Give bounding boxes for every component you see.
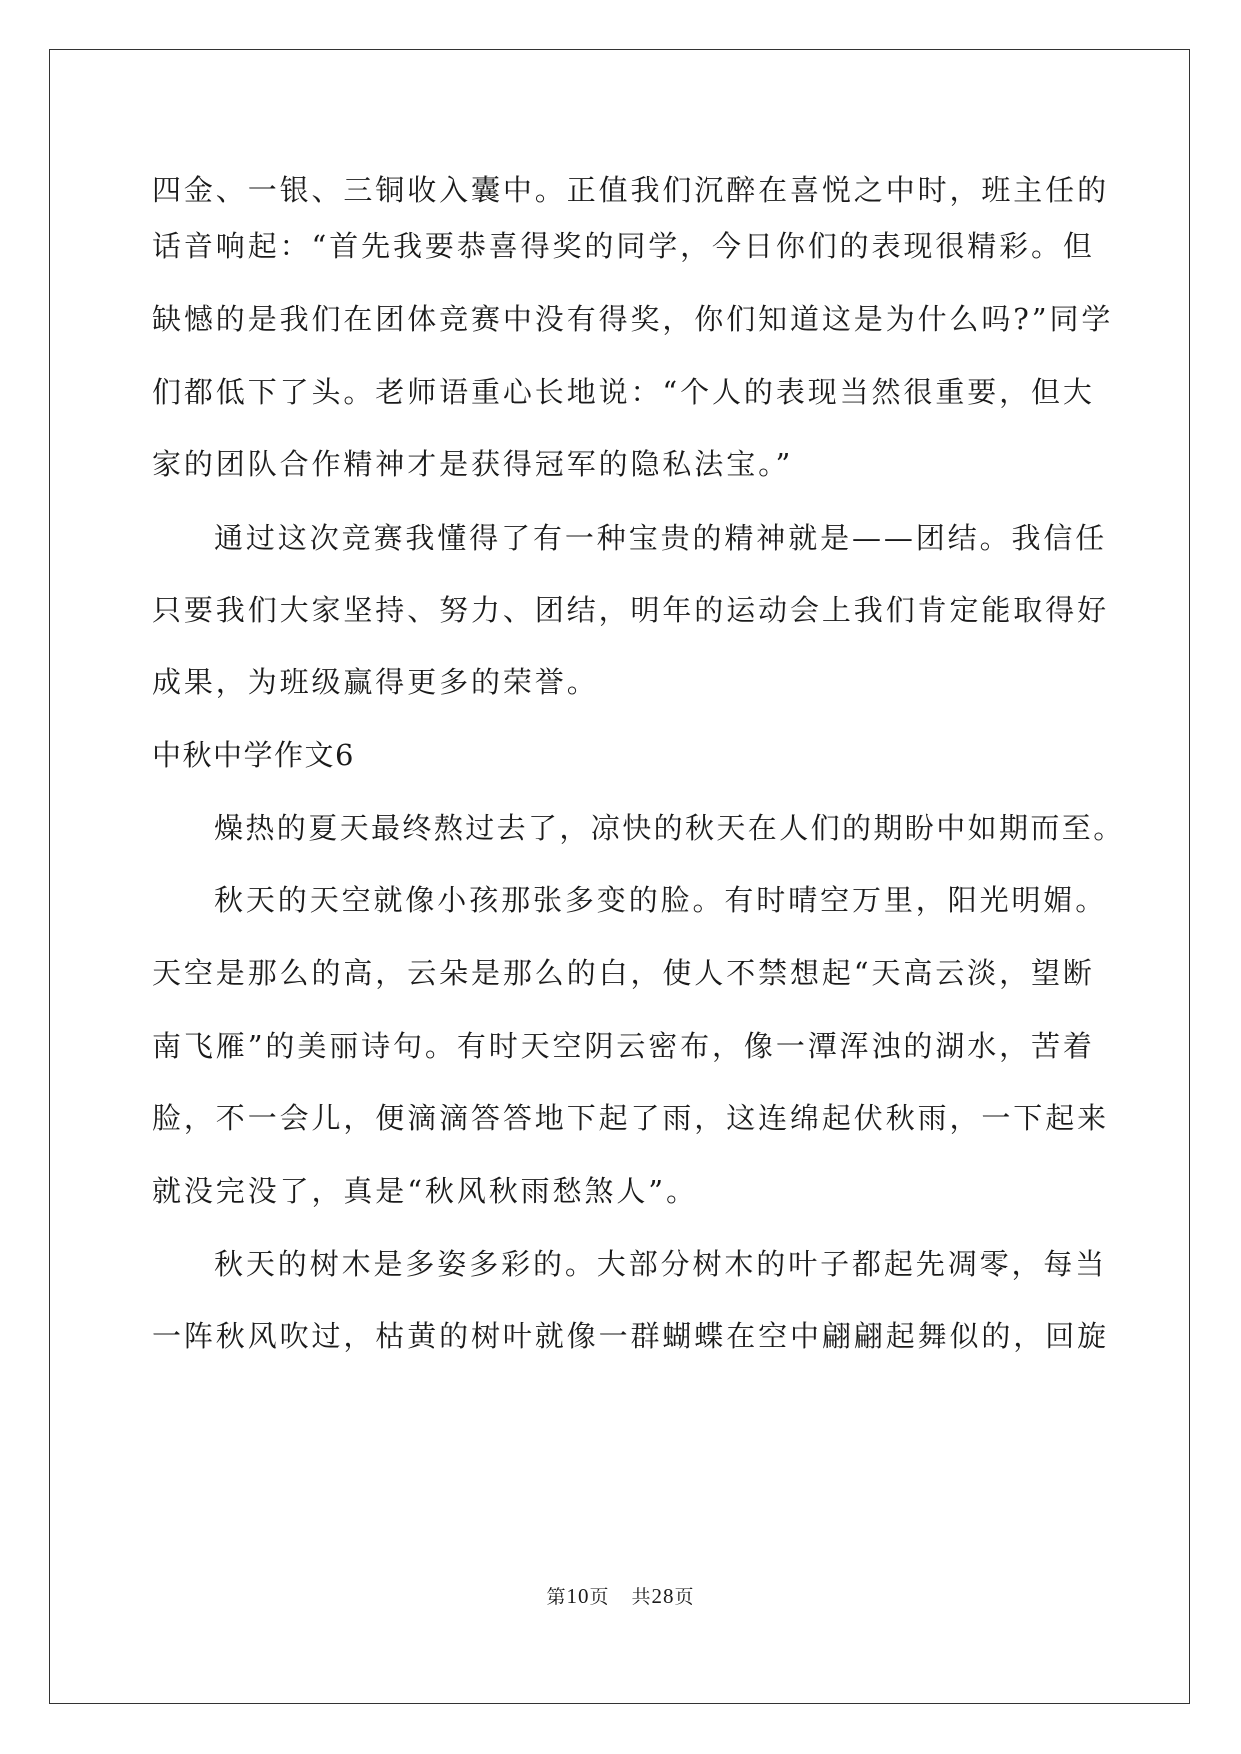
text-line: 们都低下了头。老师语重心长地说：“个人的表现当然很重要，但大 bbox=[152, 375, 1095, 409]
text-line: 缺憾的是我们在团体竞赛中没有得奖，你们知道这是为什么吗?”同学 bbox=[152, 302, 1114, 336]
total-suffix: 页 bbox=[674, 1586, 695, 1608]
text-line: 南飞雁”的美丽诗句。有时天空阴云密布，像一潭浑浊的湖水，苦着 bbox=[152, 1029, 1095, 1063]
text-line: 秋天的天空就像小孩那张多变的脸。有时晴空万里，阳光明媚。 bbox=[214, 883, 1108, 917]
section-heading: 中秋中学作文6 bbox=[152, 738, 355, 772]
text-line: 就没完没了，真是“秋风秋雨愁煞人”。 bbox=[152, 1174, 698, 1208]
page-current: 10 bbox=[566, 1584, 590, 1608]
text-line: 四金、一银、三铜收入囊中。正值我们沉醉在喜悦之中时，班主任的 bbox=[152, 173, 1110, 207]
text-line: 话音响起：“首先我要恭喜得奖的同学，今日你们的表现很精彩。但 bbox=[152, 229, 1095, 263]
page-mid: 页 bbox=[589, 1586, 610, 1608]
text-line: 只要我们大家坚持、努力、团结，明年的运动会上我们肯定能取得好 bbox=[152, 593, 1110, 627]
text-line: 一阵秋风吹过，枯黄的树叶就像一群蝴蝶在空中翩翩起舞似的，回旋 bbox=[152, 1319, 1110, 1353]
text-line: 天空是那么的高，云朵是那么的白，使人不禁想起“天高云淡，望断 bbox=[152, 956, 1095, 990]
text-line: 家的团队合作精神才是获得冠军的隐私法宝。” bbox=[152, 447, 794, 481]
text-line: 通过这次竞赛我懂得了有一种宝贵的精神就是——团结。我信任 bbox=[214, 521, 1108, 555]
text-line: 燥热的夏天最终熬过去了，凉快的秋天在人们的期盼中如期而至。 bbox=[214, 811, 1125, 845]
text-line: 成果，为班级赢得更多的荣誉。 bbox=[152, 665, 599, 699]
page-footer bbox=[0, 1584, 1241, 1609]
text-line: 脸，不一会儿，便滴滴答答地下起了雨，这连绵起伏秋雨，一下起来 bbox=[152, 1101, 1110, 1135]
total-prefix: 共 bbox=[631, 1586, 652, 1608]
page-border bbox=[49, 49, 1190, 1704]
text-line: 秋天的树木是多姿多彩的。大部分树木的叶子都起先凋零，每当 bbox=[214, 1247, 1108, 1281]
page-total: 28 bbox=[651, 1584, 675, 1608]
page-prefix: 第 bbox=[546, 1586, 567, 1608]
